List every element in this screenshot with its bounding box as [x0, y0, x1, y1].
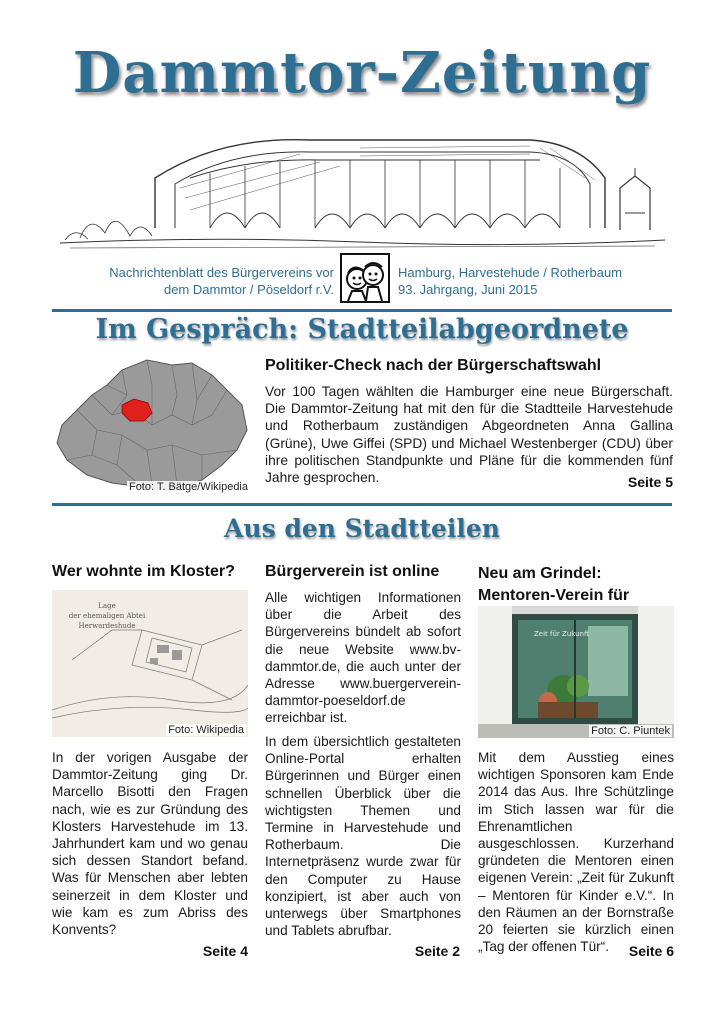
edition-volume: 93. Jahrgang, Juni 2015	[398, 282, 538, 297]
map-label-1: Lage	[98, 602, 116, 610]
newspaper-title: Dammtor-Zeitung	[72, 40, 652, 106]
col3-photo-caption: Foto: C. Piuntek	[591, 725, 670, 737]
section-title-feature: Im Gespräch: Stadtteilabgeordnete	[95, 314, 629, 345]
divider-top	[52, 309, 672, 312]
publisher-line-1: Nachrichtenblatt des Bürgervereins vor	[109, 265, 334, 280]
feature-body: Vor 100 Tagen wählten die Hamburger eine neue Bürgerschaft. Die Dammtor-Zeitung hat mit den für die Stadtteile Harvestehude und Rotherbaum zuständigen Abgeordneten Anna Gallina (Grüne), Uwe Giffei (SPD) und Michael Westenberger (CDU) über ihre politischen Standpunkte und Pläne für die kommenden fünf Jahre gesprochen.	[265, 384, 673, 486]
storefront-photo	[478, 606, 674, 738]
col1-page-ref: Seite 4	[202, 943, 248, 959]
monastery-map-photo	[52, 590, 248, 737]
map-caption: Foto: T. Bätge/Wikipedia	[128, 481, 248, 493]
feature-headline: Politiker-Check nach der Bürgerschaftswahl	[265, 357, 602, 374]
children-logo-icon	[340, 253, 390, 303]
storefront-drawing	[478, 606, 674, 738]
divider-middle	[52, 503, 672, 506]
col1-body: In der vorigen Ausgabe der Dammtor-Zeitung ging Dr. Marcello Bisotti den Fragen nach, wie es zur Gründung des Klosters Harvestehude im 13. Jahrhundert kam und wo genau sich dessen Standort befand. Was für Menschen aber lebten seinerzeit in dem Kloster und wie kam es zum Abriss des Konvents?	[52, 750, 248, 938]
district-map-graphic	[52, 355, 252, 493]
publisher-line-2: dem Dammtor / Pöseldorf r.V.	[163, 282, 334, 297]
section-title-districts: Aus den Stadtteilen	[224, 514, 500, 543]
col3-headline-line1: Neu am Grindel:	[478, 565, 602, 582]
col3-page-ref: Seite 6	[628, 943, 674, 959]
map-label-3: Herwardeshude	[78, 622, 136, 630]
edition-location: Hamburg, Harvestehude / Rotherbaum	[398, 265, 623, 280]
col3-body: Mit dem Ausstieg eines wichtigen Sponsoren kam Ende 2014 das Aus. Ihre Schützlinge im Stich lassen war für die Ehrenamtlichen ausgeschlossen. Kurzerhand gründeten die Mentoren einen eigenen Verein: „Zeit für Zukunft – Mentoren für Kinder e.V.“. In den Räumen an der Bornstraße 20 feierten sie kürzlich einen „Tag der offenen Tür“.	[478, 750, 674, 955]
district-map	[52, 355, 252, 493]
col3-headline-line2: Mentoren-Verein für	[478, 587, 630, 604]
window-text: Zeit für Zukunft	[534, 630, 590, 638]
col2-body-2: In dem übersichtlich gestalteten Online-Portal erhalten Bürgerinnen und Bürger einen schnellen Überblick über die wichtigsten Themen und Termine in Harvestehude und Rotherbaum. Die Internetpräsenz wurde zwar für den Computer zu Hause konzipiert, ist aber auch von unterwegs über Smartphones und Tablets abrufbar.	[265, 734, 461, 939]
col2-body-1: Alle wichtigen Informationen über die Arbeit des Bürgervereins bündelt ab sofort die neue Website www.bv-dammtor.de, die auch unter der Adresse www.buergerverein-dammtor-poeseldorf.de erreichbar ist.	[265, 590, 461, 726]
col1-headline: Wer wohnte im Kloster?	[52, 563, 235, 580]
edition-info	[398, 264, 622, 298]
col2-headline: Bürgerverein ist online	[265, 563, 440, 580]
col1-photo-caption: Foto: Wikipedia	[168, 724, 244, 736]
station-drawing	[60, 118, 665, 253]
col2-page-ref: Seite 2	[414, 943, 460, 959]
map-label-2: der ehemaligen Abtei	[68, 612, 146, 620]
monastery-map-drawing	[52, 590, 248, 737]
feature-page-ref: Seite 5	[627, 474, 673, 490]
publisher-info	[109, 264, 334, 298]
